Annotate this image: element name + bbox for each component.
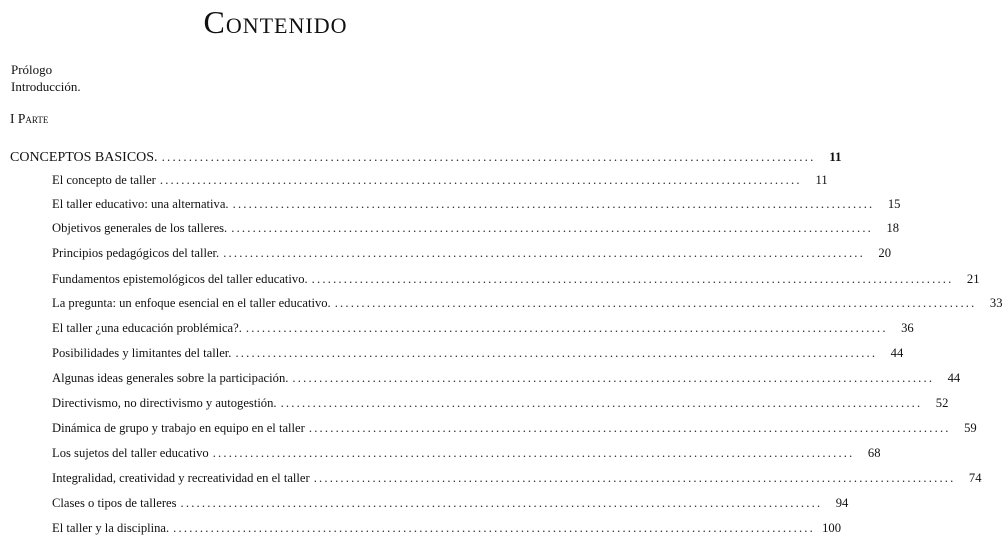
toc-entry — [52, 396, 949, 411]
toc-entry-label: Algunas ideas generales sobre la participación. — [52, 371, 289, 385]
dot-leader: ........................................................................................................................ — [212, 446, 855, 460]
toc-entry-page: 15 — [887, 197, 901, 211]
page-title: Contenido — [203, 4, 348, 40]
dot-leader: ........................................................................................................................ — [159, 173, 802, 187]
toc-entry — [52, 346, 904, 361]
toc-entry — [52, 446, 881, 461]
front-matter-introduccion: Introducción. — [11, 79, 81, 94]
dot-leader: ........................................................................................................................ — [311, 272, 954, 286]
dot-leader: ........................................................................................................................ — [235, 346, 878, 360]
toc-entry-label: Los sujetos del taller educativo — [52, 446, 209, 460]
dot-leader: ........................................................................................................................ — [280, 396, 923, 410]
toc-entry-label: El taller y la disciplina. — [52, 521, 170, 535]
toc-entry — [52, 321, 914, 336]
dot-leader: ........................................................................................................................ — [308, 421, 951, 435]
dot-leader: ........................................................................................................................ — [245, 321, 888, 335]
toc-entry — [52, 471, 982, 486]
toc-entry-page: 74 — [968, 471, 982, 485]
toc-entry — [52, 421, 977, 436]
dot-leader: ........................................................................................................................ — [180, 496, 823, 510]
toc-entry-page: 44 — [947, 371, 961, 385]
toc-entry-label: Fundamentos epistemológicos del taller educativo. — [52, 272, 308, 286]
toc-entry-label: Clases o tipos de talleres — [52, 496, 177, 510]
toc-entry-page: 94 — [835, 496, 849, 510]
toc-entry-label: Dinámica de grupo y trabajo en equipo en el taller — [52, 421, 305, 435]
toc-entry — [52, 371, 961, 386]
dot-leader: ........................................................................................................................ — [161, 149, 816, 164]
toc-entry-page: 21 — [966, 272, 980, 286]
part-heading: I Parte — [10, 111, 49, 126]
toc-entry-page: 44 — [890, 346, 904, 360]
toc-entry-page: 59 — [964, 421, 977, 435]
toc-section-label: CONCEPTOS BASICOS. — [10, 150, 158, 165]
toc-entry — [52, 173, 828, 188]
toc-entry — [52, 272, 980, 287]
toc-entry-label: Posibilidades y limitantes del taller. — [52, 346, 232, 360]
toc-entry-label: El concepto de taller — [52, 173, 156, 187]
toc-entry-page: 100 — [822, 521, 841, 535]
dot-leader: ........................................................................................................................ — [334, 296, 977, 310]
dot-leader: ........................................................................................................................ — [173, 521, 815, 535]
toc-entry-label: El taller ¿una educación problémica?. — [52, 321, 242, 335]
toc-entry — [52, 246, 891, 261]
dot-leader: ........................................................................................................................ — [223, 246, 865, 260]
toc-entry-label: Principios pedagógicos del taller. — [52, 246, 220, 260]
toc-entry-page: 68 — [867, 446, 881, 460]
dot-leader: ........................................................................................................................ — [231, 221, 874, 235]
toc-entry-page: 18 — [886, 221, 900, 235]
toc-entry-label: Directivismo, no directivismo y autogestión. — [52, 396, 277, 410]
toc-entry — [52, 221, 900, 236]
toc-entry-label: Objetivos generales de los talleres. — [52, 221, 228, 235]
toc-entry-page: 36 — [901, 321, 914, 335]
toc-section-heading — [10, 149, 842, 166]
toc-entry-page: 20 — [878, 246, 891, 260]
toc-entry-page: 11 — [815, 173, 828, 187]
dot-leader: ........................................................................................................................ — [292, 371, 935, 385]
toc-entry — [52, 197, 901, 212]
toc-entry-label: La pregunta: un enfoque esencial en el taller educativo. — [52, 296, 331, 310]
toc-entry-page: 33 — [989, 296, 1003, 310]
toc-section-page: 11 — [829, 149, 842, 164]
toc-entry — [52, 521, 841, 536]
front-matter-prologo: Prólogo — [11, 62, 53, 77]
dot-leader: ........................................................................................................................ — [313, 471, 956, 485]
toc-entry-label: El taller educativo: una alternativa. — [52, 197, 229, 211]
toc-entry-page: 52 — [935, 396, 949, 410]
dot-leader: ........................................................................................................................ — [232, 197, 875, 211]
toc-entry-label: Integralidad, creatividad y recreatividad en el taller — [52, 471, 310, 485]
toc-entry — [52, 496, 849, 511]
toc-entry — [52, 296, 1003, 311]
